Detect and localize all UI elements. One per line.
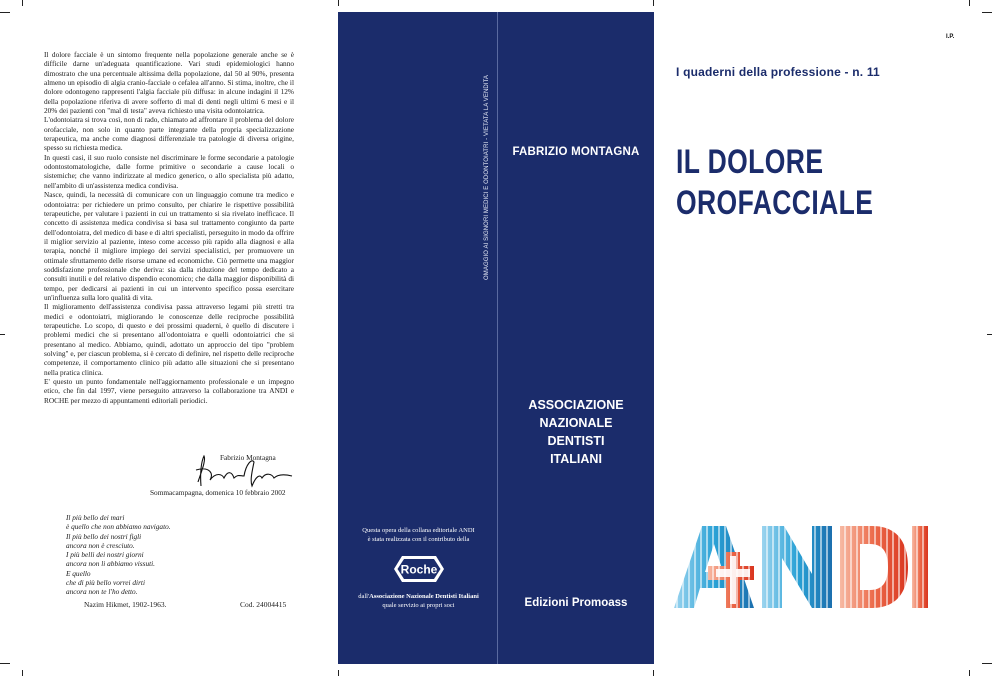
- poem-line: ancora non è cresciuto.: [66, 540, 135, 550]
- spine-publisher: Edizioni Promoass: [524, 597, 628, 609]
- intro-paragraph: Nasce, quindi, la necessità di comunicare con un linguaggio comune tra medico e odontoiatra: per richiedere un primo consulto, per chiarire le rispettive possibilità terapeutiche, per valutare i pazienti in cui un trattamento si sia rivelato inefficace. Il concetto di assistenza medica condivisa si basa sul trattamento congiunto da parte dell'odontoiatra, del medico di base e di altri specialisti, perseguito in modo da offrire il miglior servizio al paziente, inteso come accesso più rapido alla diagnosi e alla terapia, nonché il migliore impiego dei servizi specialistici, per promuovere un ottimale sfruttamento delle risorse umane ed economiche. Ciò permette una maggior soddisfazione professionale che deriva: sia dalla riduzione del tempo dedicato a consulti inutili e del relativo dispendio economico; che dalla maggior disponibilità di tempo, per dedicarsi ai pazienti in cui un intervento specifico possa esercitare un'influenza sulla loro qualità di vita.: [44, 190, 294, 302]
- crop-mark: [987, 334, 992, 335]
- poem-line: ancora non te l'ho detto.: [66, 587, 138, 597]
- roche-note-line: Questa opera della collana editoriale ANDI: [362, 527, 475, 534]
- intro-paragraph: Il miglioramento dell'assistenza condivisa passa attraverso legami più stretti tra medici e odontoiatri, migliorando le conoscenze delle reciproche possibilità terapeutiche. Lo scopo, di questo e dei prossimi quaderni, è quello di discutere i problemi medici che si presentano all'odontoiatra e quelli odontoiatrici che si presentano al medico. Abbiamo, quindi, adottato un approccio del tipo "problem solving" e, per ciascun problema, si è cercato di definire, nel rispetto delle reciproche competenze, il comportamento clinico più adatto alle situazioni che si presentano nella pratica clinica.: [44, 302, 294, 377]
- intro-text: [44, 50, 294, 405]
- association-line: DENTISTI: [547, 434, 605, 448]
- spine-panel: [338, 12, 654, 664]
- crop-mark: [653, 670, 654, 676]
- spine-association: [505, 396, 647, 468]
- spine-vertical-text: OMAGGIO AI SIGNORI MEDICI E ODONTOIATRI - VIETATA LA VENDITA: [484, 74, 490, 280]
- intro-paragraph: Il dolore facciale è un sintomo frequente nella popolazione generale anche se è difficile darne un'adeguata quantificazione. Vari studi epidemiologici hanno dimostrato che una percentuale altissima della popolazione, dal 50 al 90%, presenta almeno un episodio di algia cranio-facciale o cefalea all'anno. Si stima, inoltre, che il dolore odontogeno rappresenti l'algia facciale più diffusa: in alcune indagini il 12% della popolazione riferiva di avere sofferto di mal di denti negli ultimi 6 mesi e il 20% dei pazienti con "mal di testa" aveva richiesto una visita odontoiatrica.: [44, 50, 294, 116]
- poem-line: E quello: [66, 568, 91, 578]
- title-line: IL DOLORE: [676, 143, 824, 181]
- crop-mark: [969, 670, 970, 676]
- spine-fold-line: [497, 12, 498, 664]
- poem-author: Nazim Hikmet, 1902-1963.: [84, 600, 167, 609]
- crop-mark: [653, 0, 654, 6]
- association-line: NAZIONALE: [539, 416, 613, 430]
- back-cover-text: [44, 50, 294, 405]
- intro-paragraph: In questi casi, il suo ruolo consiste nel discriminare le forme secondarie a patologie odontostomatologiche, dalle forme primitive o secondarie a cause locali o sistemiche; che vanno indirizzate al medico generico, o allo specialista più adatto, nell'ambito di un'assistenza medica condivisa.: [44, 152, 294, 190]
- signature-place-date: Sommacampagna, domenica 10 febbraio 2002: [150, 488, 286, 497]
- series-title: I quaderni della professione - n. 11: [676, 65, 880, 79]
- roche-foot-prefix: dall': [358, 593, 370, 600]
- poem-line: ancora non li abbiamo vissuti.: [66, 559, 155, 569]
- association-line: ITALIANI: [550, 452, 602, 466]
- title-line: OROFACCIALE: [676, 184, 874, 222]
- poem-line: Il più bello dei nostri figli: [66, 531, 142, 541]
- crop-mark: [0, 663, 10, 664]
- roche-note: [346, 527, 491, 544]
- andi-logo-text: ANDI: [172, 22, 175, 23]
- intro-paragraph: L'odontoiatra si trova così, non di rado, chiamato ad affrontare il problema del dolore orofacciale, non solo in quanto parte integrante della propria specializzazione terapeutica, ma anche come diagnosi differenziale tra patologie di diversa origine, spesso su richiesta medica.: [44, 115, 294, 153]
- signature-name: Fabrizio Montagna: [220, 453, 276, 462]
- book-title: [676, 142, 873, 224]
- crop-mark: [338, 670, 339, 676]
- poem-line: è quello che non abbiamo navigato.: [66, 522, 171, 532]
- association-line: ASSOCIAZIONE: [528, 398, 624, 412]
- crop-mark: [0, 334, 5, 335]
- crop-mark: [982, 12, 992, 13]
- roche-foot-association: Associazione Nazionale Dentisti Italiani: [369, 593, 479, 600]
- crop-mark: [338, 0, 339, 6]
- spine-author: FABRIZIO MONTAGNA: [512, 146, 640, 158]
- crop-mark: [969, 0, 970, 6]
- poem-line: Il più bello dei mari: [66, 513, 125, 522]
- crop-mark: [0, 12, 10, 13]
- crop-mark: [22, 0, 23, 6]
- roche-logo-text: Roche: [400, 562, 438, 577]
- crop-mark: [22, 670, 23, 676]
- roche-foot-line2: quale servizio ai propri soci: [382, 601, 455, 609]
- ip-mark: I.P.: [946, 34, 955, 40]
- product-code: Cod. 24004415: [240, 600, 287, 609]
- intro-paragraph: E' questo un punto fondamentale nell'aggiornamento professionale e un impegno etico, che fin dal 1997, viene perseguito attraverso la collaborazione tra ANDI e ROCHE per mezzo di appuntamenti editoriali periodici.: [44, 377, 294, 405]
- poem: [66, 513, 171, 597]
- roche-note-line: è stata realizzata con il contributo della: [367, 535, 470, 543]
- roche-logo: [392, 554, 446, 584]
- poem-line: I più belli dei nostri giorni: [66, 550, 144, 560]
- crop-mark: [982, 663, 992, 664]
- roche-foot: [346, 593, 491, 610]
- poem-line: che di più bello vorrei dirti: [66, 578, 145, 588]
